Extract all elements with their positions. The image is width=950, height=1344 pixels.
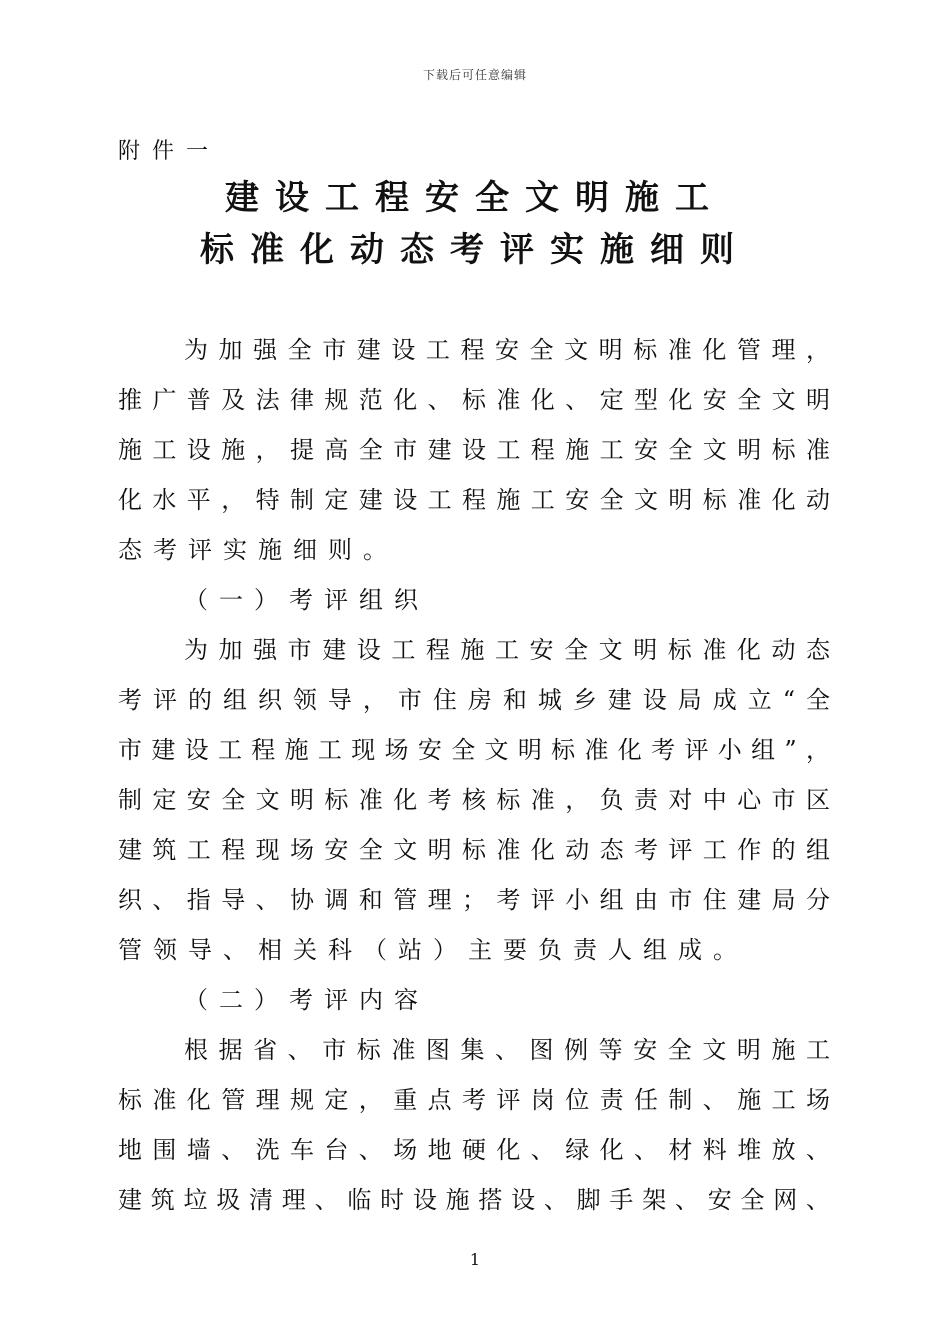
body-line: 考评的组织领导，市住房和城乡建设局成立“全 [118, 686, 830, 714]
body-line: 织、指导、协调和管理；考评小组由市住建局分 [118, 886, 830, 914]
section-heading-organization: （一）考评组织 [184, 586, 429, 614]
body-line: 市建设工程施工现场安全文明标准化考评小组”， [118, 736, 830, 764]
body-line: 建筑垃圾清理、临时设施搭设、脚手架、安全网、 [118, 1186, 830, 1214]
document-title-line-2: 标准化动态考评实施细则 [200, 230, 750, 270]
document-body [118, 325, 830, 1225]
body-line: 根据省、市标准图集、图例等安全文明施工 [184, 1036, 830, 1064]
body-line: 施工设施，提高全市建设工程施工安全文明标准 [118, 436, 830, 464]
body-line: 态考评实施细则。 [118, 536, 398, 564]
section-heading-content: （二）考评内容 [184, 986, 429, 1014]
body-line: 为加强市建设工程施工安全文明标准化动态 [184, 636, 830, 664]
page-number: 1 [469, 1250, 481, 1269]
body-line: 化水平，特制定建设工程施工安全文明标准化动 [118, 486, 830, 514]
body-line: 地围墙、洗车台、场地硬化、绿化、材料堆放、 [118, 1136, 830, 1164]
attachment-label: 附件一 [118, 139, 221, 164]
body-line: 标准化管理规定，重点考评岗位责任制、施工场 [118, 1086, 830, 1114]
body-line: 建筑工程现场安全文明标准化动态考评工作的组 [118, 836, 830, 864]
body-line: 推广普及法律规范化、标准化、定型化安全文明 [118, 386, 830, 414]
body-line: 为加强全市建设工程安全文明标准化管理， [184, 336, 830, 364]
document-title-line-1: 建设工程安全文明施工 [225, 178, 725, 218]
body-line: 管领导、相关科（站）主要负责人组成。 [118, 936, 748, 964]
header-note: 下载后可任意编辑 [422, 68, 527, 82]
body-line: 制定安全文明标准化考核标准，负责对中心市区 [118, 786, 830, 814]
